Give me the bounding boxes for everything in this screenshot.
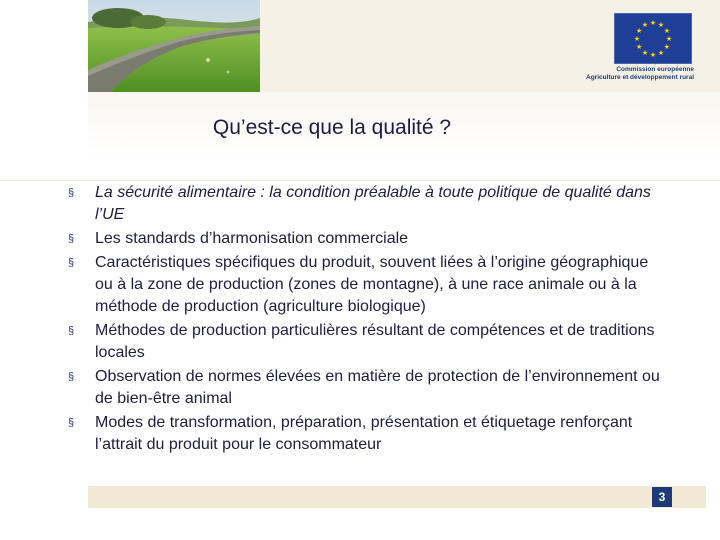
svg-text:★: ★	[657, 21, 665, 30]
bullet-item	[68, 366, 668, 410]
svg-text:★: ★	[649, 51, 657, 59]
bullet-item	[68, 182, 668, 226]
bullet-marker-icon: §	[68, 417, 75, 429]
bullet-item	[68, 412, 668, 456]
eu-flag-icon	[614, 13, 692, 64]
bullet-item	[68, 320, 668, 364]
bullet-marker-icon: §	[68, 257, 75, 269]
divider-line	[0, 180, 720, 181]
bullet-marker-icon: §	[68, 187, 75, 199]
bullet-marker-icon: §	[68, 371, 75, 383]
bullet-text: Méthodes de production particulières résultant de compétences et de traditions locales	[95, 322, 655, 361]
bullet-item	[68, 252, 668, 318]
svg-text:★: ★	[641, 21, 649, 30]
landscape-photo	[88, 0, 260, 92]
footer-band	[88, 486, 706, 508]
svg-text:★: ★	[641, 48, 649, 57]
organization-line-2: Agriculture et développement rural	[586, 74, 694, 81]
svg-text:★: ★	[649, 19, 657, 27]
bullet-item	[68, 228, 668, 250]
svg-text:★: ★	[663, 43, 670, 51]
bullet-marker-icon: §	[68, 233, 75, 245]
organization-line-1: Commission européenne	[616, 66, 694, 73]
svg-text:★: ★	[657, 48, 665, 57]
svg-text:★: ★	[633, 35, 641, 43]
bullet-text: La sécurité alimentaire : la condition préalable à toute politique de qualité dans l’UE	[95, 184, 651, 223]
bullet-text: Caractéristiques spécifiques du produit, souvent liées à l’origine géographique ou à la zone de production (zones de montagne), à une race animale ou à la méthode de production (agriculture biologique)	[95, 254, 649, 315]
bullet-text: Les standards d’harmonisation commerciale	[95, 230, 409, 247]
bullet-text: Modes de transformation, préparation, présentation et étiquetage renforçant l’attrait du produit pour le consommateur	[95, 414, 633, 453]
svg-text:★: ★	[636, 27, 643, 35]
svg-text:★: ★	[636, 43, 643, 51]
bullet-text: Observation de normes élevées en matière de protection de l’environnement ou de bien-être animal	[95, 368, 660, 407]
svg-text:★: ★	[665, 35, 673, 43]
slide-title: Qu’est-ce que la qualité ?	[212, 116, 452, 139]
organization-name	[514, 66, 694, 82]
svg-text:★: ★	[663, 27, 670, 35]
page-number: 3	[652, 487, 672, 507]
bullet-marker-icon: §	[68, 325, 75, 337]
bullet-list	[68, 182, 668, 458]
